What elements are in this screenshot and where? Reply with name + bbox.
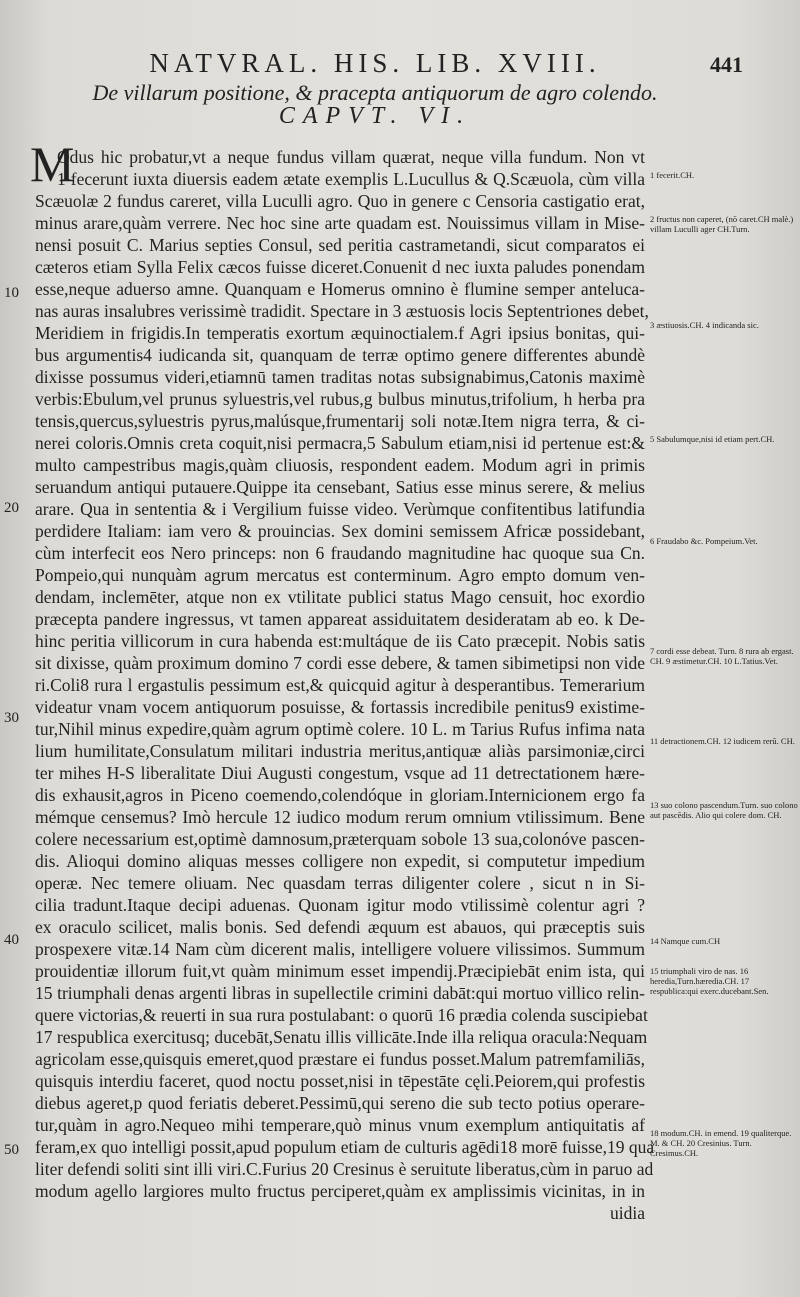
text-line: tensis,quercus,syluestris pyrus,malúsque,frumentarij soli notæ.Item nigra terra, & ci- (35, 411, 645, 431)
margin-note: 6 Fraudabo &c. Pompeium.Vet. (650, 536, 758, 546)
margin-note: 3 æstiuosis.CH. 4 indicanda sic. (650, 320, 759, 330)
margin-note: 1 fecerit.CH. (650, 170, 695, 180)
text-line: agricolam esse,quisquis emeret,quod præstare ei fundus posset.Malum patremfamiliās, (35, 1049, 645, 1069)
margin-note: 2 fructus non caperet, (nō caret.CH malè.) villam Luculli ager CH.Turn. (650, 214, 794, 234)
margin-note: 13 suo colono pascendum.Turn. suo colono aut pascēdis. Alio qui colere dom. CH. (650, 800, 798, 820)
chapter-number: CAPVT. VI. (278, 103, 472, 129)
margin-note: 15 triumphali viro de nas. 16 heredia,Turn.hæredia.CH. 17 respublica:qui exerc.ducebant.Sen. (650, 966, 769, 996)
margin-note: 5 Sabulumque,nisi id etiam pert.CH. (650, 434, 775, 444)
text-line: hinc peritia villicorum in cura habenda est:multáque de iis Cato præcepit. Nobis satis (35, 631, 645, 651)
text-line: ri.Coli8 rura l ergastulis pessimum est,& quicquid agitur à desperantibus. Temerarium (35, 675, 645, 695)
text-line: liter defendi soliti sint illi viri.C.Furius 20 Cresinus è seruitute liberatus,cùm in paruo ad (35, 1159, 654, 1179)
text-line: verbis:Ebulum,vel prunus syluestris,vel rubus,g bulbus minutus,trifolium, h herba pra (35, 389, 645, 409)
line-number: 30 (4, 710, 19, 726)
text-line: mémque censemus? Imò hercule 12 iudico modum rerum omnium vtilissimum. Bene (35, 807, 645, 827)
text-line: cæteros etiam Sylla Felix cæcos fuisse diceret.Conuenit d nec iuxta paludes ponendam (35, 257, 645, 277)
text-line: dis exhausit,agros in Piceno coemendo,colendóque in gloriam.Internicionem ergo fa (35, 785, 645, 805)
margin-note: 7 cordi esse debeat. Turn. 8 rura ab ergast. CH. 9 æstimetur.CH. 10 L.Tatius.Vet. (650, 646, 794, 666)
text-line: tur,quàm in agro.Nequeo mihi temperare,quò minus vnum exemplum antiquitatis af (35, 1115, 645, 1135)
text-line: 17 respublica exercitusq; ducebāt,Senatu illis villicāte.Inde illa reliqua oracula:Nequam (35, 1027, 648, 1047)
page-number: 441 (710, 52, 743, 77)
text-line: seruandum antiqui putauere.Quippe ita censebant, Satius esse minus serere, & melius (35, 477, 645, 497)
text-line: 1 fecerunt iuxta diuersis eadem ætate exemplis L.Lucullus & Q.Scæuola, cùm villa (57, 169, 645, 189)
text-line: nerei coloris.Omnis creta coquit,nisi permacra,5 Sabulum etiam,nisi id pertenue est:& (35, 433, 645, 453)
text-line: feram,ex quo intelligi possit,apud populum etiam de culturis agēdi18 morē fuisse,19 qua (35, 1137, 655, 1157)
text-line: minus arare,quàm verrere. Nec hoc sine arte quadam est. Nouissimus villam in Mise- (35, 213, 645, 233)
text-line: Odus hic probatur,vt a neque fundus villam quærat, neque villa fundum. Non vt (57, 147, 645, 167)
margin-note: 18 modum.CH. in emend. 19 qualiterque. M. & CH. 20 Cresinius. Turn. Cresimus.CH. (650, 1128, 792, 1158)
line-number: 20 (4, 500, 19, 516)
text-line: bus argumentis4 iudicanda sit, quanquam de terræ optimo genere differentes abundè (35, 345, 645, 365)
text-line: prospexere vitæ.14 Nam cùm dicerent malis, intelligere voluere vilissimos. Summum (35, 939, 645, 959)
text-line: lium humilitate,Consulatum militari industria meritus,antiquæ aliàs parsimoniæ,circi (35, 741, 645, 761)
text-line: ex oraculo scilicet, malis bonis. Sed defendi æquum est abauos, qui præceptis suis (35, 917, 645, 937)
text-line: videatur vnam vocem antiquorum posuisse, & fortassis incredibile penitus9 existime- (35, 697, 645, 717)
text-line: nensi posuit C. Marius septies Consul, sed peritia castrametandi, sicut comparatos ei (35, 235, 645, 255)
text-line: perdidere Italiam: iam vero & prouincias. Sex domini semissem Africæ possidebant, (35, 521, 645, 541)
running-head: NATVRAL. HIS. LIB. XVIII. (149, 48, 601, 78)
text-line: operæ. Nec temere oliuam. Nec quasdam terras diligenter colere , sicut n in Si- (35, 873, 645, 893)
line-number: 50 (4, 1142, 19, 1158)
text-line: Pompeio,qui nunquàm agrum mercatus est conterminum. Agro empto domum ven- (35, 565, 645, 585)
text-line: dis. Alioqui domino aliquas messes colligere non expedit, si computetur impedium (35, 851, 645, 871)
text-line: cùm interfecit eos Nero princeps: non 6 fraudando magnitudine hac quoque sua Cn. (35, 543, 645, 563)
text-line: nas auras insalubres verissimè tradidit. Spectare in 3 æstuosis locis Septentriones debet, (35, 301, 649, 321)
text-line: diebus ageret,p quod feriatis deberet.Pessimū,qui sereno die sub tecto potius operare- (35, 1093, 645, 1113)
margin-note: 11 detractionem.CH. 12 iudicem rerū. CH. (650, 736, 795, 746)
text-line: ter mihes H-S liberalitate Diui Augusti congestum, vsque ad 11 detrectationem hære- (35, 763, 645, 783)
chapter-heading: De villarum positione, & pracepta antiquorum de agro colendo. (92, 80, 658, 105)
text-line: dendam, inclemēter, atque non ex vtilitate publici status Mago censuit, hoc exordio (35, 587, 645, 607)
text-line: arare. Qua in sententia & i Vergilium fuisse video. Verùmque confitentibus latifundia (35, 499, 645, 519)
text-line: dixisse possumus videri,etiamnū tamen traditas notas subsignabimus,Catonis maximè (35, 367, 645, 387)
text-line: præcepta pandere ingressus, vt tamen appareat assiduitatem desideratam ab eo. k De- (35, 609, 645, 629)
text-line: Scæuolæ 2 fundus careret, villa Luculli agro. Quo in genere c Censoria castigatio erat, (35, 191, 645, 211)
text-line: esse,neque aduerso amne. Quanquam e Homerus omnino è flumine semper anteluca- (35, 279, 645, 299)
text-line: 15 triumphali denas argenti libras in supellectile crimini dabāt:qui mortuo villico relin- (35, 983, 645, 1003)
text-line: sit dixisse, quàm proximum domino 7 cordi esse debere, & tamen sibimetipsi non vide (35, 653, 645, 673)
drop-cap-initial: M (30, 136, 75, 192)
text-line: tur,Nihil minus expedire,quàm agrum optimè colere. 10 L. m Tarius Rufus infima nata (35, 719, 645, 739)
text-line: quisquis interdiu faceret, quod noctu posset,nisi in tēpestāte cęli.Peiorem,qui profestis (35, 1071, 645, 1091)
text-line-catchword: uidia (610, 1203, 645, 1223)
text-line: colere necessarium est,optimè damnosum,præterquam sobole 13 sua,colonóve pascen- (35, 829, 645, 849)
text-line: Meridiem in frigidis.In temperatis exortum æquinoctialem.f Agri ipsius bonitas, qui- (35, 323, 645, 343)
margin-note: 14 Namque cum.CH (650, 936, 721, 946)
text-line: modum agello largiores multo fructus perciperet,quàm ex amplissimis vicinitas, in in (35, 1181, 645, 1201)
text-line: cilia tradunt.Itaque decipi aduenas. Quonam igitur modo vtilissimè colentur agri ? (35, 895, 645, 915)
text-line: quere victorias,& reuerti in sua rura postulabant: o quorū 16 prædia colenda suscipiebat (35, 1005, 648, 1025)
line-number: 10 (4, 285, 19, 301)
text-line: prouidentiæ illorum fuit,vt quàm minimum esset impendij.Præcipiebāt enim ista, qui (35, 961, 645, 981)
line-number: 40 (4, 932, 19, 948)
text-line: multo campestribus magis,quàm cliuosis, respondent eadem. Modum agri in primis (35, 455, 645, 475)
